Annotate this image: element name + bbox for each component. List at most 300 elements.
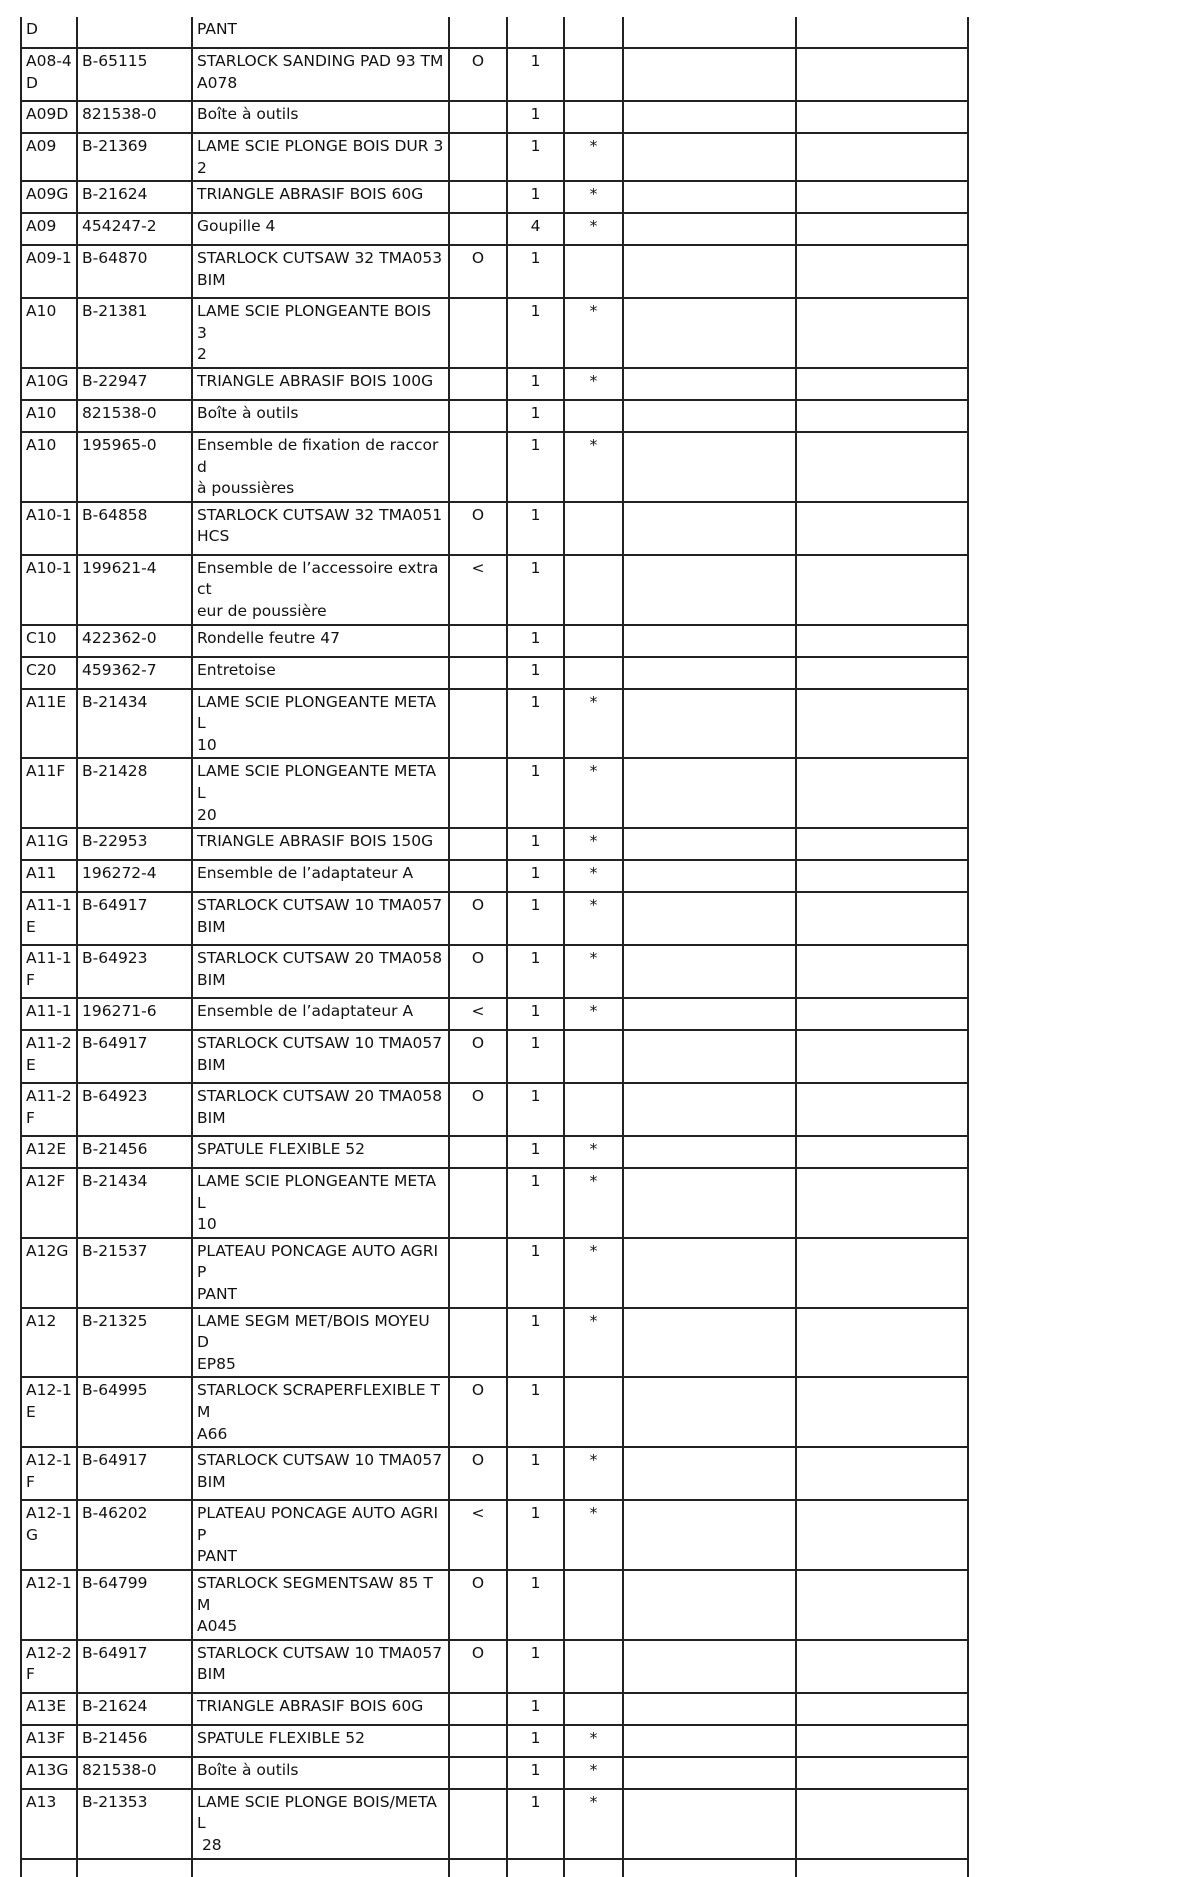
empty-cell — [796, 17, 968, 48]
table-row — [21, 400, 968, 432]
quantity-cell: 1 — [507, 245, 564, 298]
quantity-cell: 1 — [507, 101, 564, 133]
empty-cell — [796, 1725, 968, 1757]
empty-cell — [796, 502, 968, 555]
table-row — [21, 1136, 968, 1168]
quantity-cell: 1 — [507, 1136, 564, 1168]
empty-cell — [623, 1308, 796, 1378]
empty-cell — [796, 1308, 968, 1378]
table-row — [21, 432, 968, 502]
table-row — [21, 828, 968, 860]
empty-cell — [623, 828, 796, 860]
marker-cell: * — [564, 998, 623, 1030]
description-cell: STARLOCK CUTSAW 20 TMA058 BIM — [192, 1083, 449, 1136]
item-ref-cell: A11-2 E — [21, 1030, 77, 1083]
table-row — [21, 1377, 968, 1447]
part-number-cell: 454247-2 — [77, 213, 192, 245]
item-ref-cell: A10-1 — [21, 555, 77, 625]
part-number-cell: 196271-6 — [77, 998, 192, 1030]
empty-cell — [796, 998, 968, 1030]
empty-cell — [623, 998, 796, 1030]
description-cell: Ensemble de fixation de raccord à poussières — [192, 432, 449, 502]
quantity-cell: 1 — [507, 1570, 564, 1640]
empty-cell — [623, 1168, 796, 1238]
item-ref-cell: A11-1 E — [21, 892, 77, 945]
marker-cell: * — [564, 133, 623, 181]
table-row — [21, 1168, 968, 1238]
item-ref-cell: A12-1 E — [21, 1377, 77, 1447]
table-row — [21, 860, 968, 892]
marker-cell — [564, 1030, 623, 1083]
marker-cell: * — [564, 758, 623, 828]
description-cell: PLATEAU PONCAGE AUTO AGRIP PANT — [192, 1500, 449, 1570]
indicator-cell — [449, 213, 507, 245]
empty-cell — [796, 1136, 968, 1168]
table-row — [21, 1238, 968, 1308]
marker-cell — [564, 17, 623, 48]
indicator-cell — [449, 17, 507, 48]
table-row-continuation — [21, 1859, 968, 1877]
part-number-cell: B-22947 — [77, 368, 192, 400]
item-ref-cell: A13E — [21, 1693, 77, 1725]
table-row — [21, 892, 968, 945]
part-number-cell: 459362-7 — [77, 657, 192, 689]
marker-cell — [564, 48, 623, 101]
quantity-cell: 1 — [507, 1030, 564, 1083]
table-row — [21, 502, 968, 555]
part-number-cell: 821538-0 — [77, 101, 192, 133]
description-cell: Ensemble de l’adaptateur A — [192, 998, 449, 1030]
indicator-cell — [449, 1757, 507, 1789]
part-number-cell: 199621-4 — [77, 555, 192, 625]
table-row — [21, 689, 968, 759]
marker-cell: * — [564, 298, 623, 368]
empty-cell — [796, 1500, 968, 1570]
item-ref-cell: A11F — [21, 758, 77, 828]
table-row — [21, 758, 968, 828]
part-number-cell: B-64923 — [77, 945, 192, 998]
empty-cell — [623, 860, 796, 892]
empty-cell — [623, 1030, 796, 1083]
quantity-cell: 1 — [507, 1789, 564, 1859]
quantity-cell: 1 — [507, 1377, 564, 1447]
marker-cell — [564, 1640, 623, 1693]
table-row — [21, 368, 968, 400]
parts-table — [20, 17, 969, 1877]
empty-cell — [796, 298, 968, 368]
description-cell: Ensemble de l’adaptateur A — [192, 860, 449, 892]
indicator-cell — [449, 1136, 507, 1168]
table-row — [21, 1030, 968, 1083]
quantity-cell: 1 — [507, 400, 564, 432]
indicator-cell — [449, 1693, 507, 1725]
item-ref-cell: A10-1 — [21, 502, 77, 555]
indicator-cell — [449, 400, 507, 432]
part-number-cell: B-64917 — [77, 1030, 192, 1083]
empty-cell — [796, 689, 968, 759]
item-ref-cell: A11-2 F — [21, 1083, 77, 1136]
description-cell: STARLOCK SEGMENTSAW 85 TM A045 — [192, 1570, 449, 1640]
empty-cell — [623, 1500, 796, 1570]
table-row — [21, 555, 968, 625]
description-cell: STARLOCK SCRAPERFLEXIBLE TM A66 — [192, 1377, 449, 1447]
quantity-cell: 1 — [507, 657, 564, 689]
table-row — [21, 1725, 968, 1757]
empty-cell — [796, 625, 968, 657]
empty-cell — [623, 625, 796, 657]
part-number-cell — [77, 17, 192, 48]
empty-cell — [796, 758, 968, 828]
indicator-cell: < — [449, 555, 507, 625]
marker-cell: * — [564, 689, 623, 759]
quantity-cell: 4 — [507, 213, 564, 245]
empty-cell — [77, 1859, 192, 1877]
table-row — [21, 1500, 968, 1570]
item-ref-cell: A11-1 — [21, 998, 77, 1030]
part-number-cell: B-21537 — [77, 1238, 192, 1308]
empty-cell — [623, 657, 796, 689]
marker-cell: * — [564, 1238, 623, 1308]
marker-cell — [564, 1693, 623, 1725]
table-row — [21, 1570, 968, 1640]
quantity-cell — [507, 17, 564, 48]
empty-cell — [796, 945, 968, 998]
empty-cell — [796, 1238, 968, 1308]
description-cell: SPATULE FLEXIBLE 52 — [192, 1136, 449, 1168]
quantity-cell: 1 — [507, 1238, 564, 1308]
quantity-cell: 1 — [507, 133, 564, 181]
indicator-cell: O — [449, 1377, 507, 1447]
empty-cell — [796, 368, 968, 400]
marker-cell: * — [564, 860, 623, 892]
empty-cell — [623, 432, 796, 502]
item-ref-cell: A08-4 D — [21, 48, 77, 101]
description-cell: STARLOCK CUTSAW 32 TMA053 BIM — [192, 245, 449, 298]
marker-cell — [564, 555, 623, 625]
empty-cell — [796, 133, 968, 181]
description-cell: STARLOCK CUTSAW 10 TMA057 BIM — [192, 1447, 449, 1500]
marker-cell — [564, 1377, 623, 1447]
description-cell: PLATEAU PONCAGE AUTO AGRIP PANT — [192, 1238, 449, 1308]
empty-cell — [796, 1640, 968, 1693]
item-ref-cell: A12-1 F — [21, 1447, 77, 1500]
item-ref-cell: A12F — [21, 1168, 77, 1238]
description-cell: SPATULE FLEXIBLE 52 — [192, 1725, 449, 1757]
item-ref-cell: A12E — [21, 1136, 77, 1168]
indicator-cell: < — [449, 998, 507, 1030]
quantity-cell: 1 — [507, 625, 564, 657]
empty-cell — [623, 1640, 796, 1693]
indicator-cell — [449, 689, 507, 759]
quantity-cell: 1 — [507, 1168, 564, 1238]
table-row — [21, 657, 968, 689]
part-number-cell: B-64917 — [77, 1447, 192, 1500]
part-number-cell: B-21624 — [77, 181, 192, 213]
quantity-cell: 1 — [507, 860, 564, 892]
part-number-cell: B-21353 — [77, 1789, 192, 1859]
description-cell: LAME SCIE PLONGE BOIS/METAL 28 — [192, 1789, 449, 1859]
quantity-cell: 1 — [507, 1447, 564, 1500]
empty-cell — [623, 1859, 796, 1877]
description-cell: STARLOCK CUTSAW 20 TMA058 BIM — [192, 945, 449, 998]
part-number-cell: B-22953 — [77, 828, 192, 860]
empty-cell — [623, 1238, 796, 1308]
empty-cell — [623, 1570, 796, 1640]
indicator-cell — [449, 1789, 507, 1859]
indicator-cell — [449, 181, 507, 213]
quantity-cell: 1 — [507, 828, 564, 860]
empty-cell — [796, 400, 968, 432]
quantity-cell: 1 — [507, 1083, 564, 1136]
marker-cell: * — [564, 1725, 623, 1757]
item-ref-cell: D — [21, 17, 77, 48]
marker-cell — [564, 1083, 623, 1136]
indicator-cell: O — [449, 48, 507, 101]
table-row — [21, 1757, 968, 1789]
part-number-cell: B-65115 — [77, 48, 192, 101]
item-ref-cell: A10 — [21, 400, 77, 432]
marker-cell: * — [564, 945, 623, 998]
table-row — [21, 48, 968, 101]
indicator-cell: O — [449, 245, 507, 298]
quantity-cell: 1 — [507, 998, 564, 1030]
part-number-cell: B-21369 — [77, 133, 192, 181]
part-number-cell: B-21624 — [77, 1693, 192, 1725]
part-number-cell: B-64858 — [77, 502, 192, 555]
empty-cell — [796, 1757, 968, 1789]
part-number-cell: B-64917 — [77, 1640, 192, 1693]
part-number-cell: B-21434 — [77, 1168, 192, 1238]
item-ref-cell: A12-1 — [21, 1570, 77, 1640]
part-number-cell: 195965-0 — [77, 432, 192, 502]
indicator-cell — [449, 101, 507, 133]
quantity-cell: 1 — [507, 502, 564, 555]
indicator-cell — [449, 368, 507, 400]
part-number-cell: 196272-4 — [77, 860, 192, 892]
indicator-cell — [449, 1308, 507, 1378]
marker-cell: * — [564, 1168, 623, 1238]
empty-cell — [623, 1757, 796, 1789]
item-ref-cell: A12G — [21, 1238, 77, 1308]
indicator-cell: O — [449, 1640, 507, 1693]
empty-cell — [623, 945, 796, 998]
description-cell: Ensemble de l’accessoire extract eur de poussière — [192, 555, 449, 625]
item-ref-cell: A09G — [21, 181, 77, 213]
table-row — [21, 1693, 968, 1725]
marker-cell — [564, 657, 623, 689]
empty-cell — [192, 1859, 449, 1877]
indicator-cell — [449, 432, 507, 502]
table-row — [21, 1308, 968, 1378]
empty-cell — [623, 298, 796, 368]
empty-cell — [623, 245, 796, 298]
table-row — [21, 1789, 968, 1859]
item-ref-cell: A09D — [21, 101, 77, 133]
empty-cell — [507, 1859, 564, 1877]
quantity-cell: 1 — [507, 892, 564, 945]
empty-cell — [623, 181, 796, 213]
part-number-cell: B-21456 — [77, 1136, 192, 1168]
quantity-cell: 1 — [507, 1308, 564, 1378]
marker-cell: * — [564, 213, 623, 245]
quantity-cell: 1 — [507, 1640, 564, 1693]
description-cell: Rondelle feutre 47 — [192, 625, 449, 657]
empty-cell — [623, 1083, 796, 1136]
empty-cell — [796, 1377, 968, 1447]
item-ref-cell: A11G — [21, 828, 77, 860]
item-ref-cell: A10 — [21, 298, 77, 368]
empty-cell — [623, 758, 796, 828]
empty-cell — [796, 1168, 968, 1238]
description-cell: STARLOCK SANDING PAD 93 TM A078 — [192, 48, 449, 101]
part-number-cell: B-21434 — [77, 689, 192, 759]
indicator-cell — [449, 828, 507, 860]
indicator-cell: < — [449, 1500, 507, 1570]
marker-cell: * — [564, 368, 623, 400]
description-cell: STARLOCK CUTSAW 10 TMA057 BIM — [192, 1030, 449, 1083]
part-number-cell: B-46202 — [77, 1500, 192, 1570]
description-cell: Boîte à outils — [192, 400, 449, 432]
quantity-cell: 1 — [507, 1757, 564, 1789]
marker-cell — [564, 101, 623, 133]
parts-table-body — [21, 17, 968, 1877]
description-cell: Boîte à outils — [192, 101, 449, 133]
empty-cell — [623, 892, 796, 945]
empty-cell — [623, 502, 796, 555]
quantity-cell: 1 — [507, 298, 564, 368]
indicator-cell: O — [449, 1447, 507, 1500]
table-row — [21, 625, 968, 657]
part-number-cell: 821538-0 — [77, 1757, 192, 1789]
description-cell: PANT — [192, 17, 449, 48]
empty-cell — [623, 400, 796, 432]
indicator-cell: O — [449, 1083, 507, 1136]
indicator-cell — [449, 1238, 507, 1308]
table-row — [21, 245, 968, 298]
marker-cell: * — [564, 1447, 623, 1500]
description-cell: STARLOCK CUTSAW 32 TMA051 HCS — [192, 502, 449, 555]
marker-cell — [564, 502, 623, 555]
table-row — [21, 17, 968, 48]
quantity-cell: 1 — [507, 689, 564, 759]
item-ref-cell: C20 — [21, 657, 77, 689]
empty-cell — [796, 432, 968, 502]
quantity-cell: 1 — [507, 181, 564, 213]
part-number-cell: B-21325 — [77, 1308, 192, 1378]
item-ref-cell: A13G — [21, 1757, 77, 1789]
quantity-cell: 1 — [507, 432, 564, 502]
item-ref-cell: A09 — [21, 133, 77, 181]
empty-cell — [623, 101, 796, 133]
empty-cell — [796, 828, 968, 860]
description-cell: Boîte à outils — [192, 1757, 449, 1789]
marker-cell: * — [564, 1308, 623, 1378]
indicator-cell — [449, 657, 507, 689]
item-ref-cell: A10 — [21, 432, 77, 502]
quantity-cell: 1 — [507, 368, 564, 400]
empty-cell — [796, 1083, 968, 1136]
table-row — [21, 298, 968, 368]
empty-cell — [623, 1725, 796, 1757]
table-row — [21, 1083, 968, 1136]
indicator-cell — [449, 860, 507, 892]
empty-cell — [449, 1859, 507, 1877]
indicator-cell — [449, 1725, 507, 1757]
empty-cell — [623, 555, 796, 625]
item-ref-cell: A09-1 — [21, 245, 77, 298]
empty-cell — [796, 213, 968, 245]
indicator-cell: O — [449, 1570, 507, 1640]
empty-cell — [796, 892, 968, 945]
item-ref-cell: A10G — [21, 368, 77, 400]
empty-cell — [796, 1570, 968, 1640]
indicator-cell: O — [449, 502, 507, 555]
indicator-cell — [449, 1168, 507, 1238]
table-row — [21, 213, 968, 245]
item-ref-cell: A12-2 F — [21, 1640, 77, 1693]
quantity-cell: 1 — [507, 1725, 564, 1757]
empty-cell — [796, 860, 968, 892]
description-cell: LAME SCIE PLONGEANTE METAL 10 — [192, 689, 449, 759]
marker-cell: * — [564, 1757, 623, 1789]
description-cell: LAME SCIE PLONGEANTE BOIS 3 2 — [192, 298, 449, 368]
item-ref-cell: A12-1 G — [21, 1500, 77, 1570]
indicator-cell — [449, 298, 507, 368]
item-ref-cell: A11-1 F — [21, 945, 77, 998]
description-cell: LAME SCIE PLONGE BOIS DUR 32 — [192, 133, 449, 181]
marker-cell: * — [564, 1500, 623, 1570]
part-number-cell: 821538-0 — [77, 400, 192, 432]
empty-cell — [623, 133, 796, 181]
empty-cell — [796, 555, 968, 625]
quantity-cell: 1 — [507, 1693, 564, 1725]
empty-cell — [21, 1859, 77, 1877]
empty-cell — [623, 1377, 796, 1447]
table-row — [21, 1640, 968, 1693]
marker-cell: * — [564, 432, 623, 502]
indicator-cell — [449, 133, 507, 181]
part-number-cell: B-21381 — [77, 298, 192, 368]
indicator-cell: O — [449, 1030, 507, 1083]
item-ref-cell: C10 — [21, 625, 77, 657]
description-cell: LAME SCIE PLONGEANTE METAL 10 — [192, 1168, 449, 1238]
table-row — [21, 1447, 968, 1500]
description-cell: TRIANGLE ABRASIF BOIS 60G — [192, 1693, 449, 1725]
empty-cell — [623, 1136, 796, 1168]
quantity-cell: 1 — [507, 945, 564, 998]
description-cell: Entretoise — [192, 657, 449, 689]
empty-cell — [623, 48, 796, 101]
quantity-cell: 1 — [507, 758, 564, 828]
table-row — [21, 101, 968, 133]
quantity-cell: 1 — [507, 48, 564, 101]
part-number-cell: B-64995 — [77, 1377, 192, 1447]
indicator-cell: O — [449, 945, 507, 998]
part-number-cell: 422362-0 — [77, 625, 192, 657]
empty-cell — [623, 17, 796, 48]
description-cell: LAME SEGM MET/BOIS MOYEU D EP85 — [192, 1308, 449, 1378]
marker-cell: * — [564, 892, 623, 945]
empty-cell — [623, 213, 796, 245]
item-ref-cell: A12 — [21, 1308, 77, 1378]
empty-cell — [796, 245, 968, 298]
table-row — [21, 181, 968, 213]
table-row — [21, 998, 968, 1030]
indicator-cell: O — [449, 892, 507, 945]
description-cell: STARLOCK CUTSAW 10 TMA057 BIM — [192, 1640, 449, 1693]
empty-cell — [796, 48, 968, 101]
table-row — [21, 945, 968, 998]
